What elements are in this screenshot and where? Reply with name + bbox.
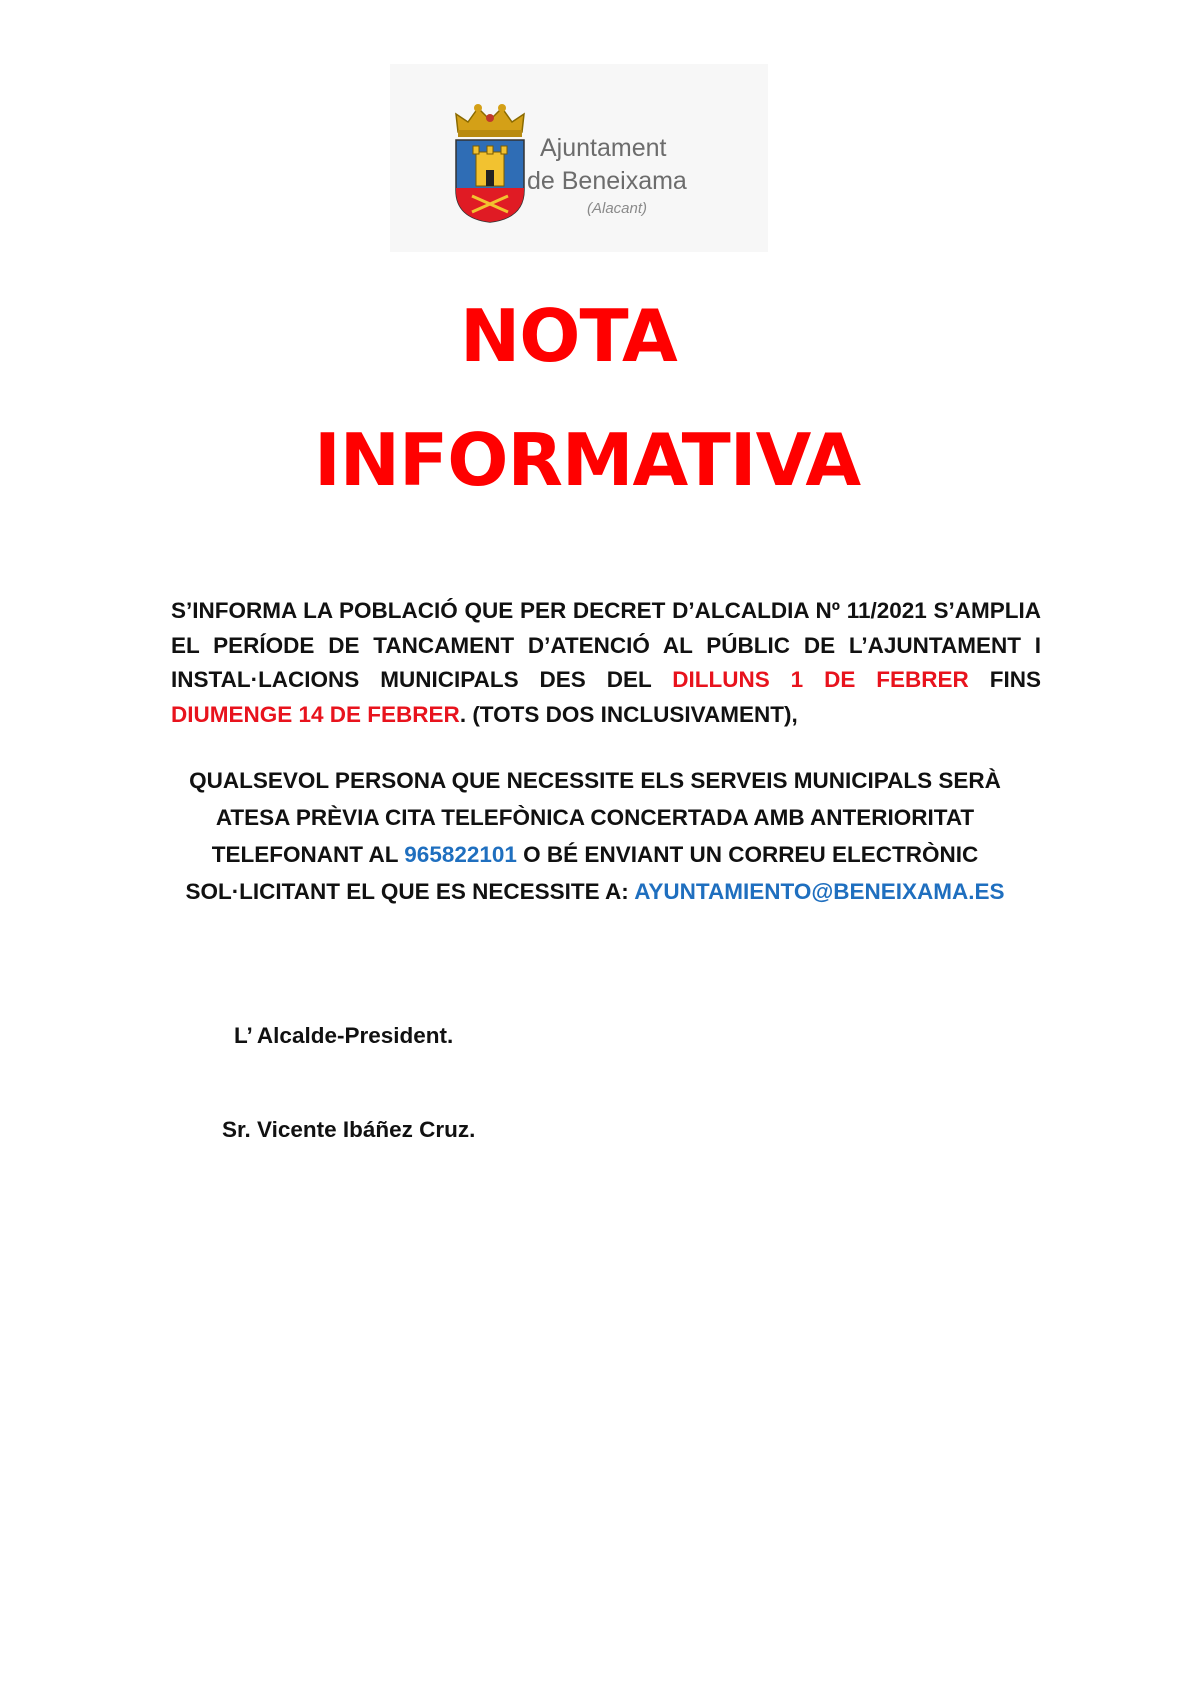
logo-text-beneixama: de Beneixama [527, 167, 687, 195]
contact-text-email-intro: O BÉ ENVIANT UN CORREU ELECTRÒNIC SOL·LICITANT EL QUE ES NECESSITE A: [185, 842, 979, 904]
start-date: DILLUNS 1 DE FEBRER [672, 667, 969, 692]
title-nota: NOTA [460, 294, 677, 378]
signature-role: L’ Alcalde-President. [234, 1023, 454, 1048]
title-informativa: INFORMATIVA [314, 418, 861, 502]
notice-text-intro: S’INFORMA LA POBLACIÓ QUE PER DECRET D’ALCALDIA Nº 11/2021 S’AMPLIA EL PERÍODE DE TANCAMENT D’ATENCIÓ AL PÚBLIC DE L’AJUNTAMENT I INSTAL·LACIONS MUNICIPALS DES DEL [171, 598, 1041, 692]
signature-name: Sr. Vicente Ibáñez Cruz. [222, 1117, 476, 1142]
phone-link[interactable]: 965822101 [404, 842, 517, 867]
end-date: DIUMENGE 14 DE FEBRER [171, 701, 460, 727]
coat-of-arms-icon [452, 102, 528, 224]
municipal-logo [390, 64, 768, 252]
notice-text-fins: FINS [968, 667, 1041, 692]
closure-notice-paragraph [171, 594, 1041, 732]
contact-text-intro: QUALSEVOL PERSONA QUE NECESSITE ELS SERVEIS MUNICIPALS SERÀ ATESA PRÈVIA CITA TELEFÒNICA CONCERTADA AMB ANTERIORITAT TELEFONANT AL [189, 768, 1001, 867]
email-link[interactable]: AYUNTAMIENTO@BENEIXAMA.ES [634, 879, 1005, 904]
notice-text-inclusive: . (TOTS DOS INCLUSIVAMENT), [459, 701, 798, 727]
contact-paragraph [150, 762, 1040, 910]
logo-text-ajuntament: Ajuntament [540, 134, 667, 162]
logo-text-alacant: (Alacant) [587, 200, 648, 217]
